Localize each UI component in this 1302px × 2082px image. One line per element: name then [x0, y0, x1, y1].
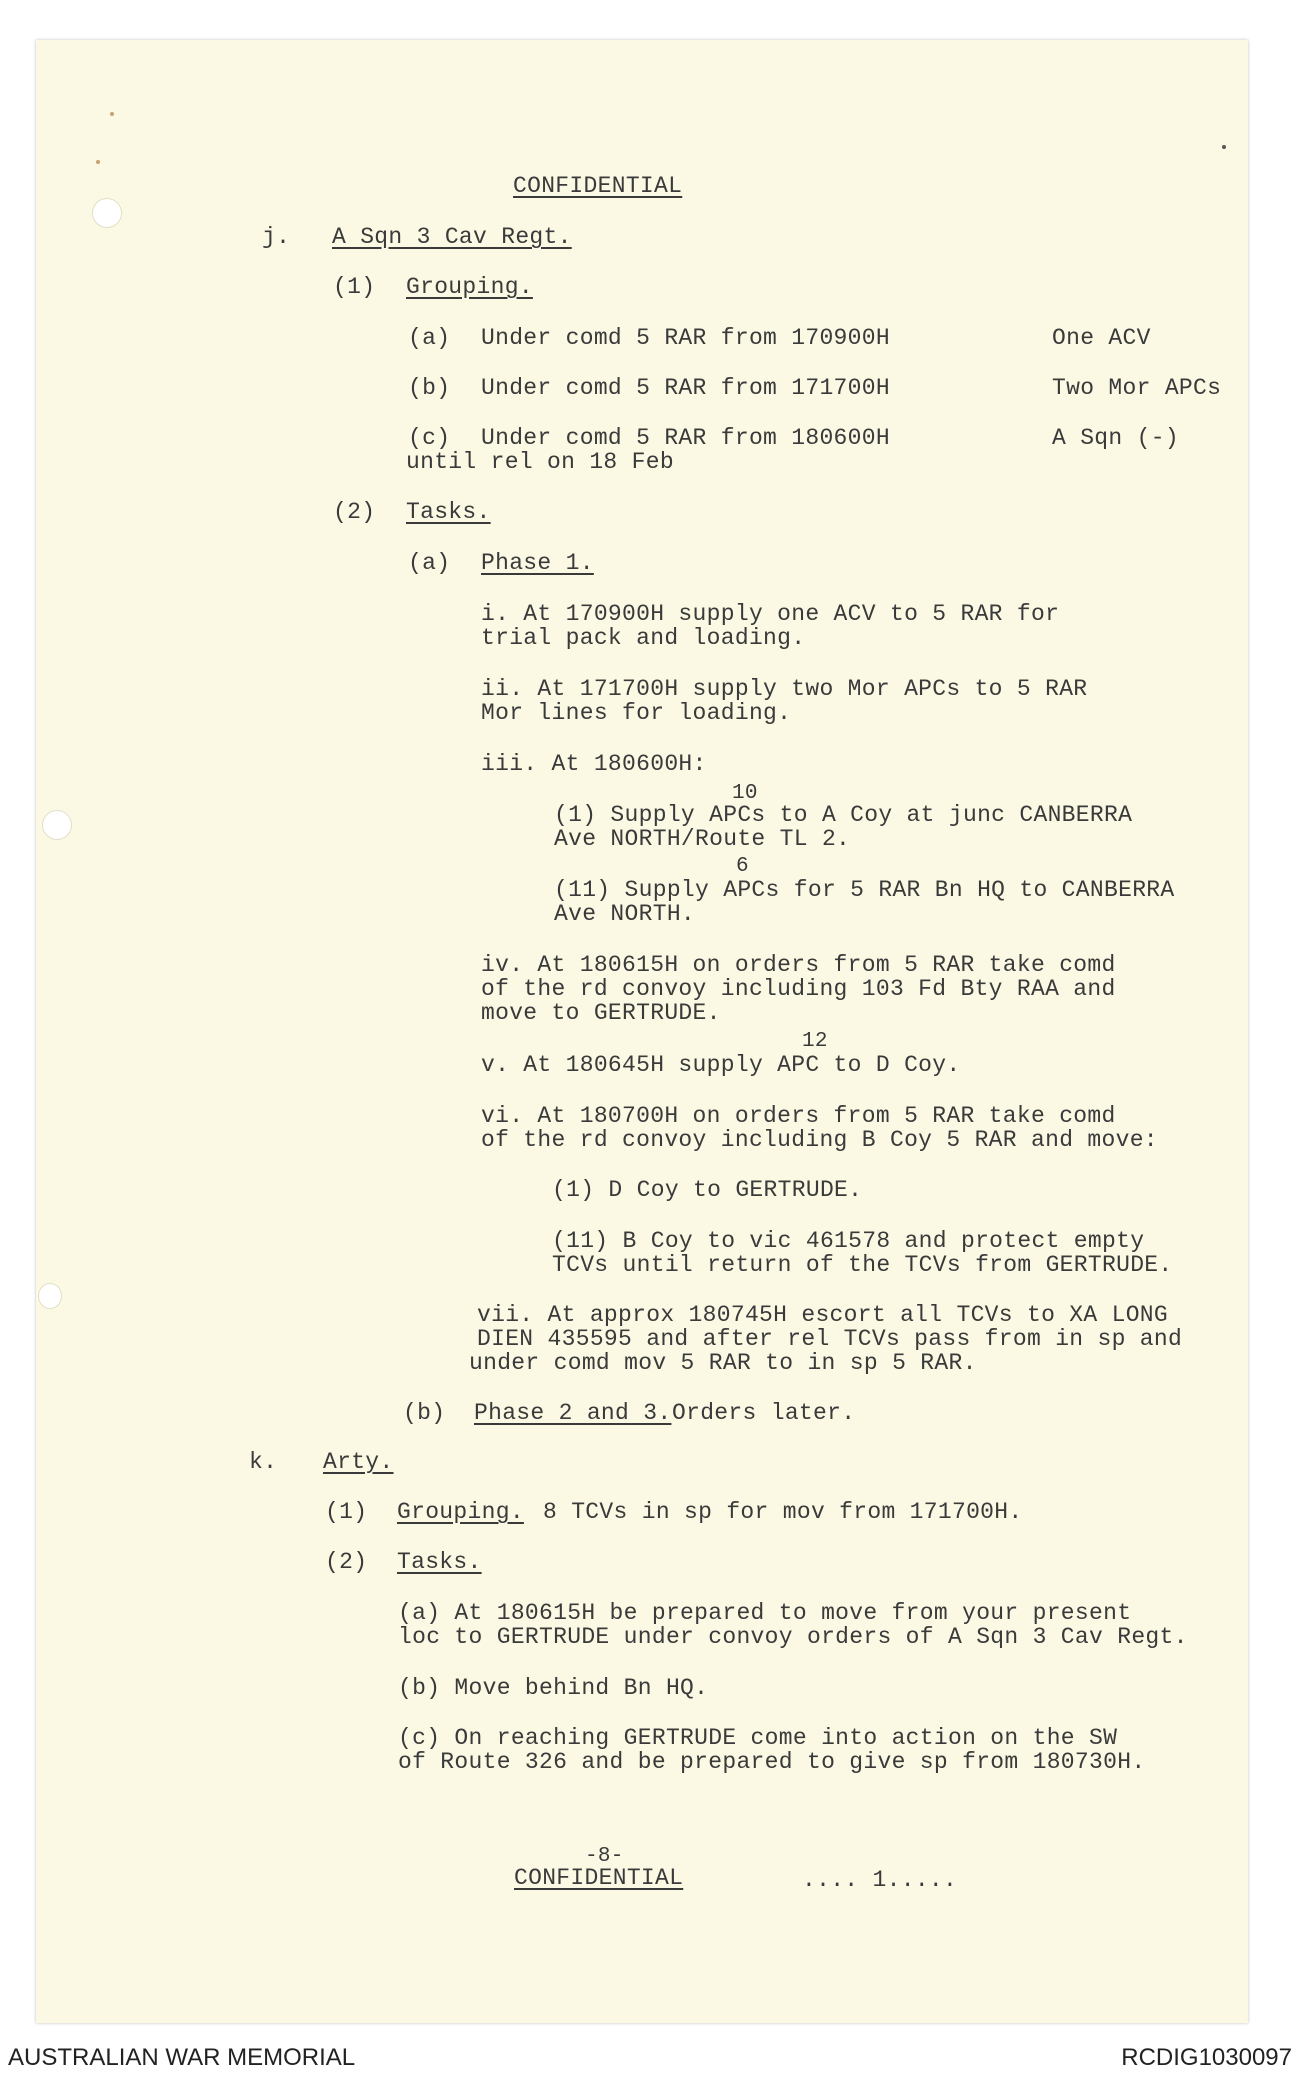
- punch-hole: [42, 810, 72, 840]
- task-item: vii. At approx 180745H escort all TCVs to XA LONG: [477, 1302, 1169, 1328]
- grouping-item-text-continued: until rel on 18 Feb: [406, 449, 674, 475]
- section-k-title: Arty.: [323, 1449, 394, 1475]
- handwritten-annotation: 12: [802, 1030, 828, 1053]
- paper-mark: [1222, 145, 1226, 149]
- task-item-continued: of the rd convoy including B Coy 5 RAR and move:: [481, 1127, 1158, 1153]
- grouping-item-text: Under comd 5 RAR from 170900H: [481, 325, 890, 351]
- phase-letter: (b): [403, 1400, 446, 1426]
- task-item: iii. At 180600H:: [481, 751, 707, 777]
- sub-item-continued: TCVs until return of the TCVs from GERTRUDE.: [552, 1252, 1173, 1278]
- sub-item: (1) Supply APCs to A Coy at junc CANBERRA: [554, 802, 1133, 828]
- task-item: ii. At 171700H supply two Mor APCs to 5 RAR: [481, 676, 1088, 702]
- handwritten-annotation: 10: [732, 782, 758, 805]
- document-page: [36, 40, 1248, 2023]
- task-item-continued: under comd mov 5 RAR to in sp 5 RAR.: [469, 1350, 977, 1376]
- handwritten-annotation: 6: [736, 855, 749, 878]
- punch-hole: [38, 1283, 62, 1309]
- task-item-continued: Mor lines for loading.: [481, 700, 792, 726]
- section-j-title: A Sqn 3 Cav Regt.: [332, 224, 572, 250]
- sub-item-continued: Ave NORTH/Route TL 2.: [554, 826, 851, 852]
- grouping-item-text: Under comd 5 RAR from 171700H: [481, 375, 890, 401]
- grouping-item-letter: (b): [408, 375, 451, 401]
- grouping-item-allocation: One ACV: [1052, 325, 1151, 351]
- tasks-title: Tasks.: [406, 499, 491, 525]
- grouping-number: (1): [325, 1499, 368, 1525]
- sub-item: (11) Supply APCs for 5 RAR Bn HQ to CANBERRA: [554, 877, 1175, 903]
- phase-note: Orders later.: [672, 1400, 856, 1426]
- tasks-number: (2): [333, 499, 376, 525]
- task-item: (c) On reaching GERTRUDE come into action on the SW: [398, 1725, 1118, 1751]
- task-item-continued: DIEN 435595 and after rel TCVs pass from in sp and: [477, 1326, 1183, 1352]
- phase-title: Phase 1.: [481, 550, 594, 576]
- task-item-continued: of Route 326 and be prepared to give sp from 180730H.: [398, 1749, 1146, 1775]
- grouping-text: 8 TCVs in sp for mov from 171700H.: [543, 1499, 1023, 1525]
- grouping-title: Grouping.: [406, 274, 533, 300]
- task-item: i. At 170900H supply one ACV to 5 RAR for: [481, 601, 1060, 627]
- grouping-title: Grouping.: [397, 1499, 524, 1525]
- continuation-marker: .... 1.....: [802, 1867, 958, 1893]
- task-item: iv. At 180615H on orders from 5 RAR take comd: [481, 952, 1116, 978]
- section-j-label: j.: [262, 224, 291, 250]
- grouping-item-allocation: A Sqn (-): [1052, 425, 1179, 451]
- archive-reference: RCDIG1030097: [1121, 2044, 1292, 2071]
- grouping-item-allocation: Two Mor APCs: [1052, 375, 1222, 401]
- paper-mark: [110, 112, 114, 116]
- sub-item: (1) D Coy to GERTRUDE.: [552, 1177, 863, 1203]
- grouping-item-text: Under comd 5 RAR from 180600H: [481, 425, 890, 451]
- task-item-continued: loc to GERTRUDE under convoy orders of A Sqn 3 Cav Regt.: [398, 1624, 1188, 1650]
- phase-title: Phase 2 and 3.: [474, 1400, 672, 1426]
- paper-mark: [96, 160, 100, 164]
- tasks-number: (2): [325, 1549, 368, 1575]
- task-item-continued: trial pack and loading.: [481, 625, 806, 651]
- footer-classification: CONFIDENTIAL: [514, 1865, 684, 1891]
- task-item: (b) Move behind Bn HQ.: [398, 1675, 709, 1701]
- phase-letter: (a): [408, 550, 451, 576]
- task-item: v. At 180645H supply APC to D Coy.: [481, 1052, 961, 1078]
- task-item: (a) At 180615H be prepared to move from your present: [398, 1600, 1132, 1626]
- punch-hole: [92, 198, 122, 228]
- sub-item: (11) B Coy to vic 461578 and protect empty: [552, 1228, 1145, 1254]
- task-item: vi. At 180700H on orders from 5 RAR take comd: [481, 1103, 1116, 1129]
- grouping-item-letter: (c): [408, 425, 451, 451]
- section-k-label: k.: [249, 1449, 278, 1475]
- tasks-title: Tasks.: [397, 1549, 482, 1575]
- page-number: -8-: [585, 1845, 624, 1868]
- grouping-item-letter: (a): [408, 325, 451, 351]
- grouping-number: (1): [333, 274, 376, 300]
- header-classification: CONFIDENTIAL: [513, 173, 683, 199]
- archive-credit: AUSTRALIAN WAR MEMORIAL: [8, 2044, 356, 2071]
- task-item-continued: move to GERTRUDE.: [481, 1000, 721, 1026]
- task-item-continued: of the rd convoy including 103 Fd Bty RAA and: [481, 976, 1116, 1002]
- sub-item-continued: Ave NORTH.: [554, 901, 696, 927]
